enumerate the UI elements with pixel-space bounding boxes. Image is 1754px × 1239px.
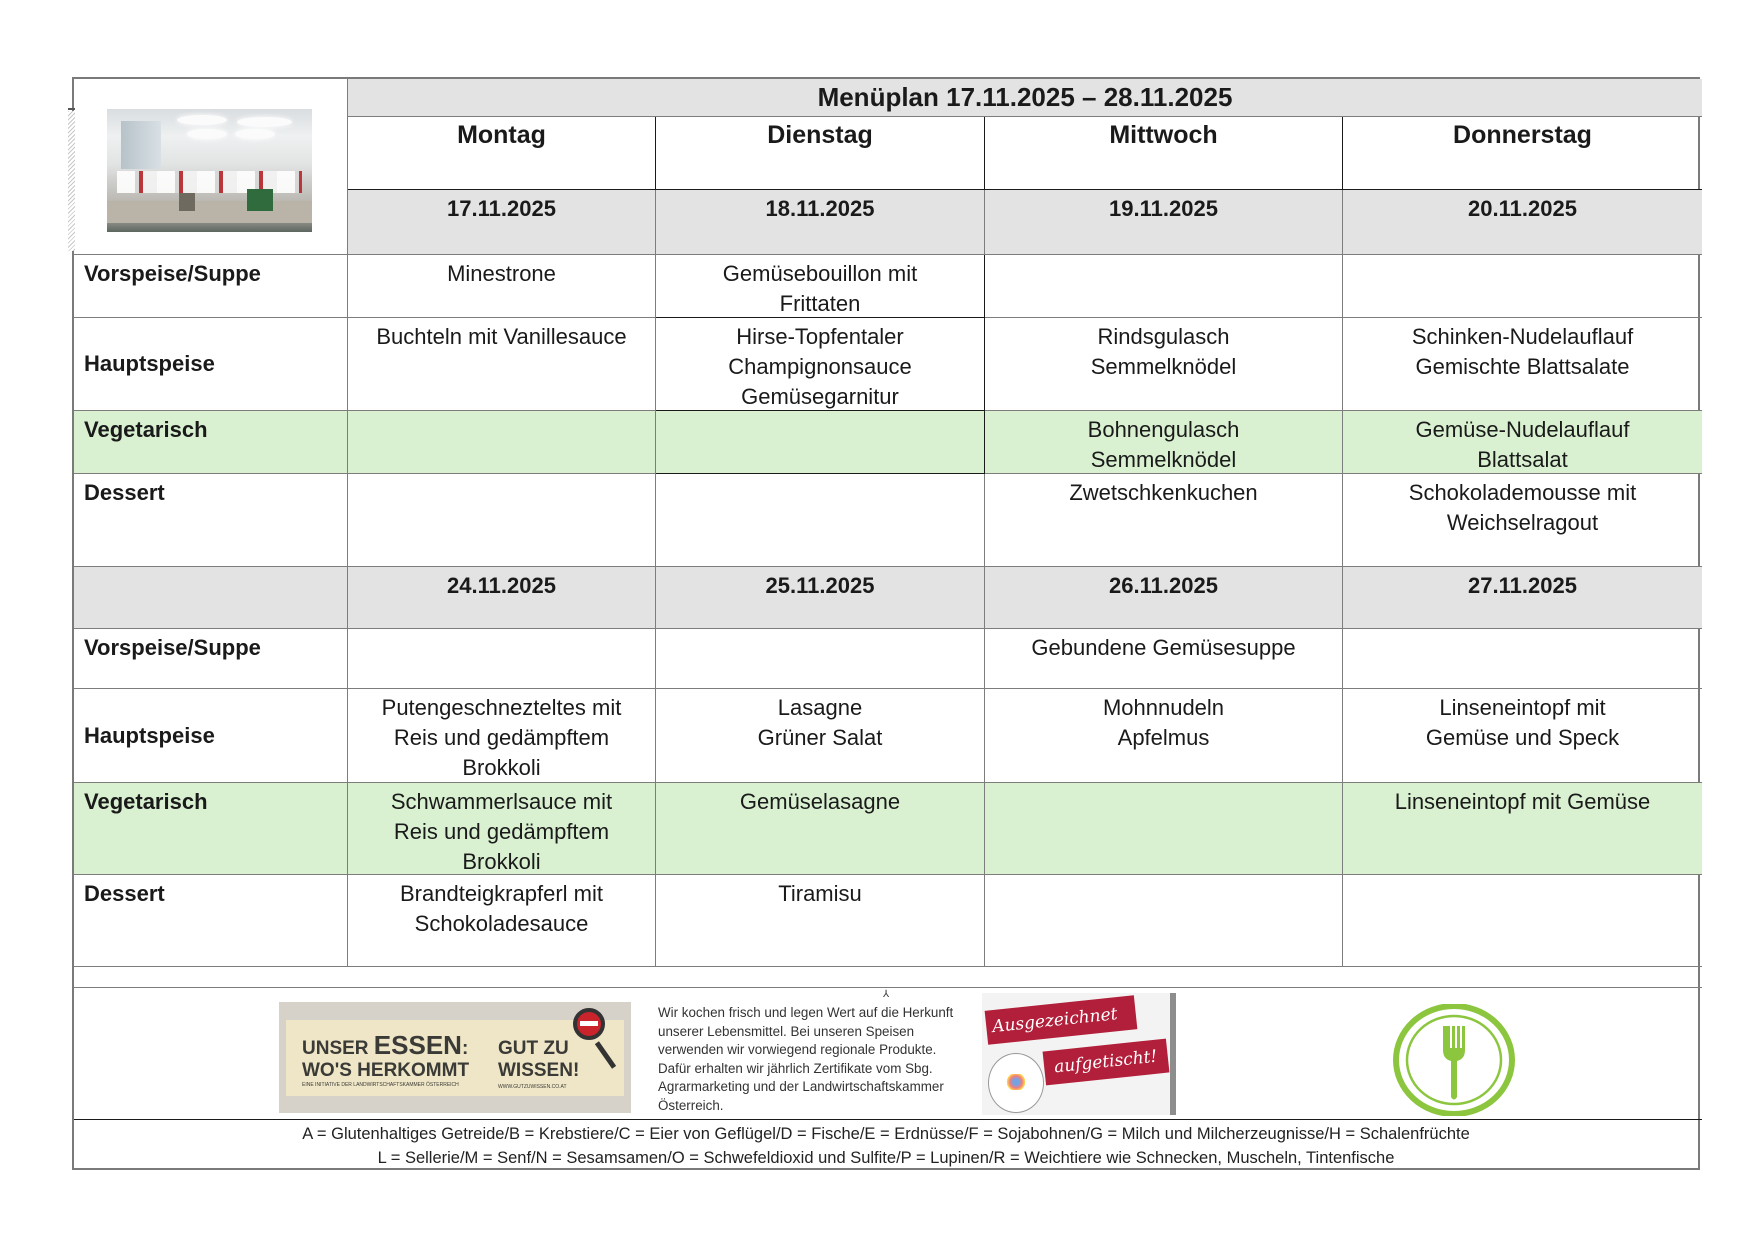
logo-word-essen: ESSEN <box>373 1030 462 1060</box>
fork-plate-icon <box>1393 1004 1515 1116</box>
menu-item-line: Brokkoli <box>462 755 541 780</box>
date-cell: 17.11.2025 <box>348 190 656 255</box>
row-label-dessert: Dessert <box>74 875 348 967</box>
anchor-mark: ⅄ <box>883 989 890 1000</box>
date-cell: 24.11.2025 <box>348 567 656 629</box>
menu-cell <box>985 629 1343 689</box>
row-label-hauptspeise: Hauptspeise <box>74 689 348 783</box>
menu-item-line: Apfelmus <box>1117 725 1210 750</box>
menu-item-line: Gebundene Gemüsesuppe <box>1031 635 1296 660</box>
allergen-line-2: L = Sellerie/M = Senf/N = Sesamsamen/O = Schwefeldioxid und Sulfite/P = Lupinen/R = Weichtiere wie Schnecken, Muscheln, Tintenfische <box>377 1149 1395 1167</box>
logo-url: WWW.GUTZUWISSEN.CO.AT <box>498 1084 567 1090</box>
row-label-vegetarisch: Vegetarisch <box>74 411 348 474</box>
row-label-hauptspeise: Hauptspeise <box>74 318 348 411</box>
menu-item-line: Minestrone <box>447 261 556 286</box>
menu-item-line: Reis und gedämpftem <box>393 819 610 844</box>
menu-title: Menüplan 17.11.2025 – 28.11.2025 <box>348 79 1702 117</box>
logo-word-unser: UNSER <box>302 1038 374 1059</box>
menu-cell <box>656 875 985 967</box>
menu-item-line: Lasagne <box>777 695 863 720</box>
menu-cell <box>348 255 656 318</box>
menu-item-line: Gemischte Blattsalate <box>1415 354 1630 379</box>
menu-item-line: Gemüsebouillon mit <box>722 261 918 286</box>
menu-item-line: Blattsalat <box>1477 447 1568 472</box>
date-cell: 25.11.2025 <box>656 567 985 629</box>
menu-cell <box>985 255 1343 318</box>
day-header-donnerstag: Donnerstag <box>1343 117 1702 190</box>
date-row-label <box>74 567 348 629</box>
menu-cell <box>656 629 985 689</box>
menu-item-line: Schinken-Nudelauflauf <box>1411 324 1634 349</box>
ribbon-aufgetischt: aufgetischt! <box>1043 1039 1170 1086</box>
menu-cell <box>348 474 656 567</box>
menu-cell <box>1343 783 1702 875</box>
ribbon-ausgezeichnet: Ausgezeichnet <box>985 995 1138 1044</box>
magnifier-icon <box>573 1008 605 1040</box>
menu-item-line: Schokoladesauce <box>414 911 589 936</box>
menu-cell <box>1343 689 1702 783</box>
margin-marker <box>68 108 75 110</box>
menu-cell <box>985 783 1343 875</box>
menu-item-line: Gemüselasagne <box>739 789 901 814</box>
row-label-vorspeise: Vorspeise/Suppe <box>74 629 348 689</box>
ausgezeichnet-aufgetischt-logo <box>982 993 1176 1115</box>
menu-cell <box>348 318 656 411</box>
logo-colon: : <box>461 1038 469 1059</box>
menu-item-line: Linseneintopf mit Gemüse <box>1394 789 1651 814</box>
menu-cell <box>985 875 1343 967</box>
row-label-vorspeise: Vorspeise/Suppe <box>74 255 348 318</box>
menu-item-line: Grüner Salat <box>757 725 883 750</box>
date-cell: 26.11.2025 <box>985 567 1343 629</box>
menu-cell <box>985 411 1343 474</box>
menu-cell <box>348 783 656 875</box>
menu-item-line: Gemüse und Speck <box>1425 725 1620 750</box>
logo-wissen: WISSEN! <box>498 1060 580 1081</box>
logo-gut-zu: GUT ZU <box>498 1038 569 1059</box>
menu-cell <box>1343 629 1702 689</box>
menu-cell <box>1343 255 1702 318</box>
spacer-row <box>74 967 1702 988</box>
gut-zu-wissen-logo <box>279 1002 631 1113</box>
menu-item-line: Tiramisu <box>778 881 862 906</box>
date-cell: 27.11.2025 <box>1343 567 1702 629</box>
menu-item-line: Frittaten <box>779 291 861 316</box>
day-header-montag: Montag <box>348 117 656 190</box>
menu-cell <box>1343 318 1702 411</box>
menu-cell <box>348 875 656 967</box>
menu-cell <box>985 689 1343 783</box>
menu-item-line: Putengeschnezteltes mit <box>381 695 622 720</box>
menu-item-line: Bohnengulasch <box>1087 417 1240 442</box>
menu-item-line: Gemüsegarnitur <box>741 384 899 409</box>
row-label-vegetarisch: Vegetarisch <box>74 783 348 875</box>
menu-item-line: Buchteln mit Vanillesauce <box>376 324 627 349</box>
menu-item-line: Brokkoli <box>462 849 541 874</box>
menu-cell <box>1343 875 1702 967</box>
menu-cell <box>656 689 985 783</box>
menu-cell <box>656 474 985 567</box>
date-cell: 20.11.2025 <box>1343 190 1702 255</box>
date-cell: 19.11.2025 <box>985 190 1343 255</box>
logo-gut-zu-wissen-text <box>498 1038 579 1082</box>
date-cell: 18.11.2025 <box>656 190 985 255</box>
menu-item-line: Mohnnudeln <box>1102 695 1225 720</box>
regional-products-text: Wir kochen frisch und legen Wert auf die Herkunft unserer Lebensmittel. Bei unseren Speisen verwenden wir vorwiegend regionale Produkte. Dafür erhalten wir jährlich Zertifikate vom Sbg. Agrarmarketing und der Landwirtschaftskammer Österreich. <box>658 1005 954 1113</box>
menu-cell <box>348 411 656 474</box>
menu-item-line: Gemüse-Nudelauflauf <box>1415 417 1630 442</box>
menu-cell <box>1343 474 1702 567</box>
menu-cell <box>348 689 656 783</box>
menu-cell <box>1343 411 1702 474</box>
margin-hatch <box>68 111 75 251</box>
logo-subline: EINE INITIATIVE DER LANDWIRTSCHAFTSKAMMER ÖSTERREICH <box>302 1082 459 1088</box>
menu-cell <box>656 783 985 875</box>
menu-item-line: Linseneintopf mit <box>1439 695 1606 720</box>
menu-item-line: Semmelknödel <box>1090 354 1237 379</box>
menu-item-line: Semmelknödel <box>1090 447 1237 472</box>
menu-item-line: Schokolademousse mit <box>1408 480 1637 505</box>
logo-unser-essen-text <box>302 1030 470 1082</box>
menu-item-line: Champignonsauce <box>728 354 912 379</box>
day-header-dienstag: Dienstag <box>656 117 985 190</box>
menu-cell <box>348 629 656 689</box>
menu-cell <box>985 474 1343 567</box>
menu-cell <box>656 318 985 411</box>
salzburger-land-seal <box>988 1053 1044 1113</box>
allergen-legend <box>74 1122 1698 1170</box>
menu-item-line: Zwetschkenkuchen <box>1069 480 1258 505</box>
menu-item-line: Reis und gedämpftem <box>393 725 610 750</box>
menu-cell <box>656 411 985 474</box>
menu-item-line: Schwammerlsauce mit <box>390 789 613 814</box>
menu-item-line: Rindsgulasch <box>1097 324 1230 349</box>
menu-item-line: Hirse-Topfentaler <box>736 324 904 349</box>
menu-cell <box>985 318 1343 411</box>
dining-room-photo <box>107 109 312 232</box>
menu-cell <box>656 255 985 318</box>
menu-item-line: Weichselragout <box>1446 510 1599 535</box>
logo-wos-herkommt: WO'S HERKOMMT <box>302 1060 470 1081</box>
allergen-line-1: A = Glutenhaltiges Getreide/B = Krebstiere/C = Eier von Geflügel/D = Fische/E = Erdnüsse/F = Sojabohnen/G = Milch und Milcherzeugnisse/H = Schalenfrüchte <box>302 1125 1470 1143</box>
logo-divider <box>1170 993 1176 1115</box>
menu-item-line: Brandteigkrapferl mit <box>400 881 603 906</box>
day-header-mittwoch: Mittwoch <box>985 117 1343 190</box>
row-label-dessert: Dessert <box>74 474 348 567</box>
